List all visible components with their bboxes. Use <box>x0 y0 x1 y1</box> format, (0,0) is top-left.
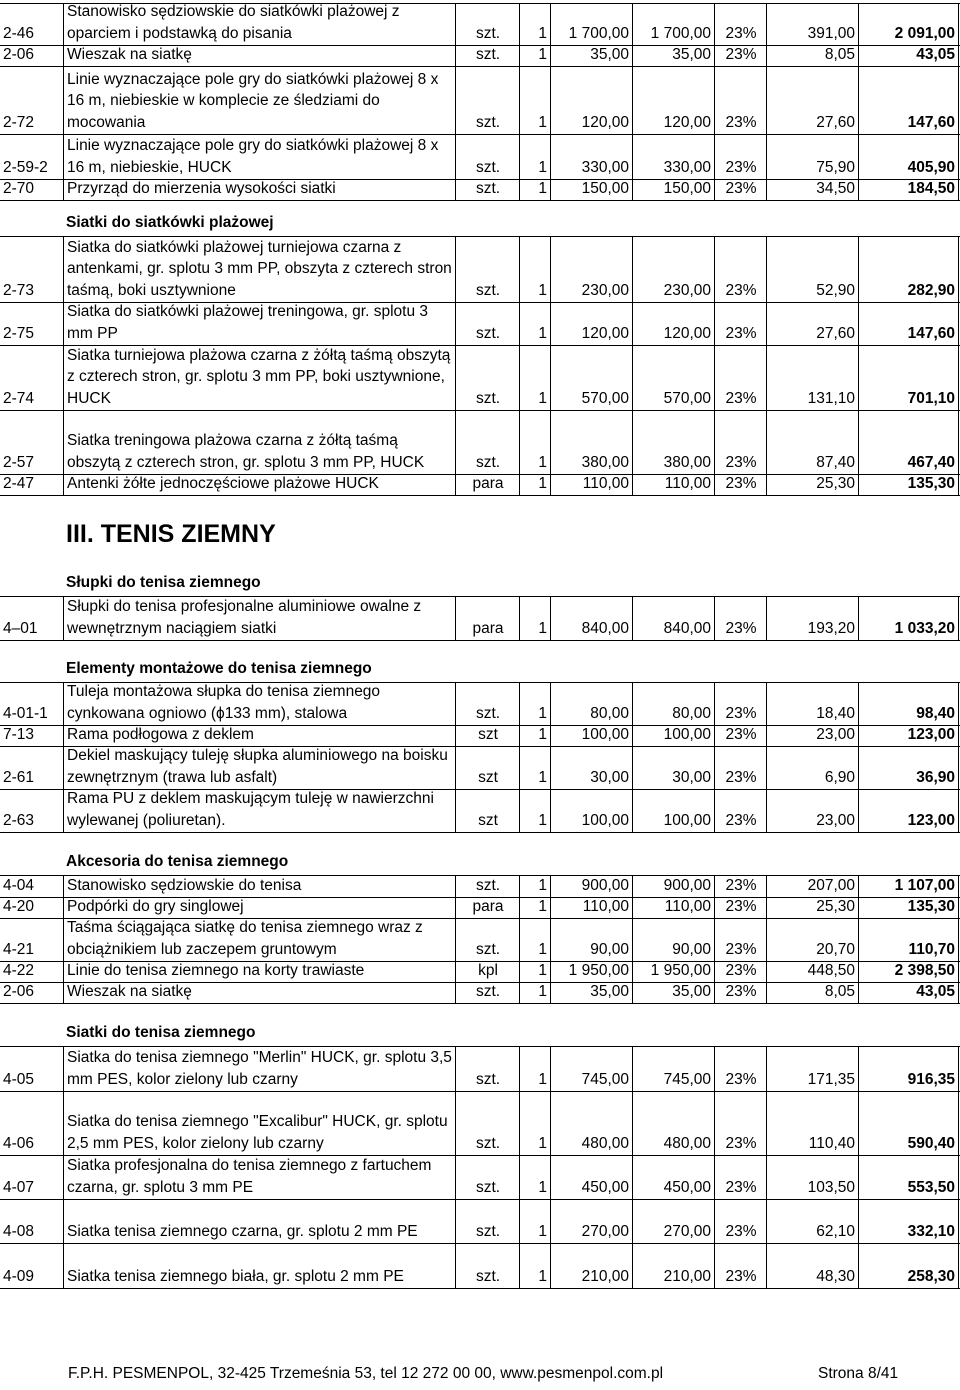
cell-vat-value: 8,05 <box>766 46 858 66</box>
cell-desc: Siatka do siatkówki plażowej treningowa, gr. splotu 3 mm PP <box>63 303 455 345</box>
cell-qty: 1 <box>519 898 550 918</box>
cell-gross: 80,00 <box>632 683 714 725</box>
cell-net: 1 700,00 <box>550 4 632 45</box>
cell-net: 120,00 <box>550 303 632 345</box>
cell-gross: 110,00 <box>632 475 714 495</box>
table-row <box>0 897 960 919</box>
cell-unit: szt. <box>455 1200 520 1243</box>
cell-vat-value: 391,00 <box>766 4 858 45</box>
cell-unit: szt. <box>455 303 520 345</box>
cell-vat: 23% <box>714 790 767 832</box>
cell-vat: 23% <box>714 237 767 302</box>
cell-unit: para <box>455 898 520 918</box>
cell-gross: 1 700,00 <box>632 4 714 45</box>
cell-vat-value: 23,00 <box>766 726 858 746</box>
cell-vat-value: 75,90 <box>766 135 858 179</box>
cell-net: 35,00 <box>550 46 632 66</box>
cell-gross: 330,00 <box>632 135 714 179</box>
group-title: Elementy montażowe do tenisa ziemnego <box>66 660 372 677</box>
cell-unit: szt. <box>455 67 520 134</box>
cell-vat-value: 27,60 <box>766 303 858 345</box>
table-row <box>0 474 960 496</box>
cell-net: 1 950,00 <box>550 962 632 982</box>
cell-total: 135,30 <box>858 898 959 918</box>
cell-net: 100,00 <box>550 790 632 832</box>
cell-code: 2-63 <box>3 812 35 829</box>
cell-vat-value: 87,40 <box>766 411 858 474</box>
cell-vat-value: 8,05 <box>766 983 858 1003</box>
cell-qty: 1 <box>519 180 550 200</box>
group-title: Akcesoria do tenisa ziemnego <box>66 853 289 870</box>
cell-vat-value: 20,70 <box>766 919 858 961</box>
cell-qty: 1 <box>519 303 550 345</box>
table-row <box>0 66 960 135</box>
cell-vat: 23% <box>714 67 767 134</box>
table-row <box>0 236 960 303</box>
cell-gross: 450,00 <box>632 1156 714 1199</box>
cell-unit: szt. <box>455 346 520 410</box>
table-row <box>0 302 960 346</box>
cell-vat-value: 193,20 <box>766 597 858 640</box>
cell-vat-value: 48,30 <box>766 1244 858 1288</box>
cell-net: 110,00 <box>550 475 632 495</box>
cell-unit: szt. <box>455 919 520 961</box>
cell-desc: Linie wyznaczające pole gry do siatkówki plażowej 8 x 16 m, niebieskie, HUCK <box>63 135 455 179</box>
cell-vat-value: 23,00 <box>766 790 858 832</box>
cell-total: 467,40 <box>858 411 959 474</box>
cell-net: 230,00 <box>550 237 632 302</box>
cell-vat: 23% <box>714 962 767 982</box>
cell-desc: Linie wyznaczające pole gry do siatkówki plażowej 8 x 16 m, niebieskie w komplecie ze śledziami do mocowania <box>63 67 455 134</box>
cell-qty: 1 <box>519 747 550 789</box>
cell-code: 2-61 <box>3 769 35 786</box>
cell-vat-value: 25,30 <box>766 475 858 495</box>
cell-desc: Słupki do tenisa profesjonalne aluminiowe owalne z wewnętrznym naciągiem siatki <box>63 597 455 640</box>
cell-code: 4-06 <box>3 1135 35 1152</box>
cell-net: 110,00 <box>550 898 632 918</box>
cell-desc: Siatka do tenisa ziemnego "Excalibur" HUCK, gr. splotu 2,5 mm PES, kolor zielony lub czarny <box>63 1092 455 1155</box>
cell-vat-value: 18,40 <box>766 683 858 725</box>
cell-vat: 23% <box>714 411 767 474</box>
cell-total: 98,40 <box>858 683 959 725</box>
cell-vat: 23% <box>714 180 767 200</box>
cell-vat-value: 110,40 <box>766 1092 858 1155</box>
cell-code: 2-06 <box>3 46 35 63</box>
cell-unit: szt. <box>455 180 520 200</box>
cell-net: 380,00 <box>550 411 632 474</box>
cell-vat: 23% <box>714 1047 767 1091</box>
cell-net: 100,00 <box>550 726 632 746</box>
cell-vat: 23% <box>714 683 767 725</box>
cell-total: 1 033,20 <box>858 597 959 640</box>
cell-net: 210,00 <box>550 1244 632 1288</box>
cell-total: 1 107,00 <box>858 876 959 897</box>
cell-desc: Rama PU z deklem maskującym tuleję w nawierzchni wylewanej (poliuretan). <box>63 790 455 832</box>
cell-desc: Wieszak na siatkę <box>63 46 455 66</box>
cell-vat: 23% <box>714 4 767 45</box>
cell-desc: Stanowisko sędziowskie do siatkówki plażowej z oparciem i podstawką do pisania <box>63 4 455 45</box>
cell-gross: 570,00 <box>632 346 714 410</box>
cell-desc: Linie do tenisa ziemnego na korty trawiaste <box>63 962 455 982</box>
cell-net: 570,00 <box>550 346 632 410</box>
cell-gross: 120,00 <box>632 67 714 134</box>
cell-gross: 900,00 <box>632 876 714 897</box>
cell-total: 405,90 <box>858 135 959 179</box>
cell-net: 35,00 <box>550 983 632 1003</box>
footer-page-number: Strona 8/41 <box>818 1365 899 1382</box>
cell-qty: 1 <box>519 1047 550 1091</box>
cell-unit: szt. <box>455 1244 520 1288</box>
cell-qty: 1 <box>519 475 550 495</box>
cell-qty: 1 <box>519 983 550 1003</box>
cell-code: 4-08 <box>3 1223 35 1240</box>
cell-gross: 150,00 <box>632 180 714 200</box>
table-row <box>0 682 960 726</box>
cell-desc: Taśma ściągająca siatkę do tenisa ziemnego wraz z obciążnikiem lub zaczepem gruntowym <box>63 919 455 961</box>
cell-code: 4-21 <box>3 941 35 958</box>
cell-desc: Siatka profesjonalna do tenisa ziemnego z fartuchem czarna, gr. splotu 3 mm PE <box>63 1156 455 1199</box>
cell-code: 4-05 <box>3 1071 35 1088</box>
cell-net: 900,00 <box>550 876 632 897</box>
cell-desc: Rama podłogowa z deklem <box>63 726 455 746</box>
cell-qty: 1 <box>519 876 550 897</box>
cell-unit: szt <box>455 790 520 832</box>
cell-vat: 23% <box>714 1200 767 1243</box>
cell-total: 43,05 <box>858 46 959 66</box>
cell-net: 330,00 <box>550 135 632 179</box>
cell-net: 150,00 <box>550 180 632 200</box>
table-row <box>0 918 960 962</box>
cell-qty: 1 <box>519 726 550 746</box>
cell-gross: 1 950,00 <box>632 962 714 982</box>
table-row <box>0 179 960 201</box>
cell-desc: Stanowisko sędziowskie do tenisa <box>63 876 455 897</box>
cell-code: 4-22 <box>3 962 35 979</box>
cell-desc: Dekiel maskujący tuleję słupka aluminiowego na boisku zewnętrznym (trawa lub asfalt) <box>63 747 455 789</box>
cell-total: 553,50 <box>858 1156 959 1199</box>
cell-total: 147,60 <box>858 303 959 345</box>
cell-total: 184,50 <box>858 180 959 200</box>
cell-unit: szt. <box>455 876 520 897</box>
table-row <box>0 3 960 46</box>
cell-vat: 23% <box>714 46 767 66</box>
cell-total: 123,00 <box>858 726 959 746</box>
cell-vat: 23% <box>714 597 767 640</box>
group-title: Słupki do tenisa ziemnego <box>66 574 261 591</box>
cell-qty: 1 <box>519 683 550 725</box>
cell-total: 43,05 <box>858 983 959 1003</box>
cell-code: 2-46 <box>3 25 35 42</box>
cell-gross: 120,00 <box>632 303 714 345</box>
cell-code: 4–01 <box>3 620 38 637</box>
cell-total: 282,90 <box>858 237 959 302</box>
table-row <box>0 1199 960 1244</box>
table-row <box>0 410 960 475</box>
cell-qty: 1 <box>519 1092 550 1155</box>
cell-code: 2-47 <box>3 475 35 492</box>
cell-code: 2-72 <box>3 114 35 131</box>
table-row <box>0 789 960 833</box>
cell-code: 4-04 <box>3 877 35 894</box>
cell-unit: szt. <box>455 46 520 66</box>
cell-vat-value: 6,90 <box>766 747 858 789</box>
cell-code: 2-59-2 <box>3 159 48 176</box>
cell-qty: 1 <box>519 1156 550 1199</box>
cell-desc: Siatka do siatkówki plażowej turniejowa czarna z antenkami, gr. splotu 3 mm PP, obszyta z czterech stron taśmą, boki usztywnione <box>63 237 455 302</box>
cell-gross: 230,00 <box>632 237 714 302</box>
cell-unit: kpl <box>455 962 520 982</box>
cell-qty: 1 <box>519 346 550 410</box>
cell-gross: 35,00 <box>632 983 714 1003</box>
cell-qty: 1 <box>519 67 550 134</box>
cell-vat-value: 207,00 <box>766 876 858 897</box>
cell-qty: 1 <box>519 1200 550 1243</box>
cell-unit: szt. <box>455 135 520 179</box>
cell-qty: 1 <box>519 237 550 302</box>
cell-gross: 30,00 <box>632 747 714 789</box>
cell-vat-value: 25,30 <box>766 898 858 918</box>
cell-qty: 1 <box>519 135 550 179</box>
cell-code: 2-70 <box>3 180 35 197</box>
cell-gross: 35,00 <box>632 46 714 66</box>
cell-vat-value: 62,10 <box>766 1200 858 1243</box>
cell-vat: 23% <box>714 135 767 179</box>
table-row <box>0 1091 960 1156</box>
cell-vat-value: 171,35 <box>766 1047 858 1091</box>
cell-unit: szt. <box>455 4 520 45</box>
cell-unit: szt. <box>455 683 520 725</box>
table-row <box>0 45 960 67</box>
table-row <box>0 134 960 180</box>
table-row <box>0 982 960 1004</box>
cell-unit: szt. <box>455 983 520 1003</box>
cell-qty: 1 <box>519 597 550 640</box>
cell-vat-value: 52,90 <box>766 237 858 302</box>
cell-vat-value: 131,10 <box>766 346 858 410</box>
cell-vat-value: 34,50 <box>766 180 858 200</box>
cell-code: 4-09 <box>3 1268 35 1285</box>
cell-unit: szt <box>455 747 520 789</box>
cell-gross: 110,00 <box>632 898 714 918</box>
cell-code: 2-75 <box>3 325 35 342</box>
cell-gross: 745,00 <box>632 1047 714 1091</box>
table-row <box>0 1155 960 1200</box>
cell-gross: 380,00 <box>632 411 714 474</box>
cell-total: 258,30 <box>858 1244 959 1288</box>
cell-desc: Wieszak na siatkę <box>63 983 455 1003</box>
cell-vat: 23% <box>714 983 767 1003</box>
cell-qty: 1 <box>519 790 550 832</box>
cell-net: 480,00 <box>550 1092 632 1155</box>
cell-total: 2 398,50 <box>858 962 959 982</box>
cell-unit: szt. <box>455 1092 520 1155</box>
cell-net: 120,00 <box>550 67 632 134</box>
table-row <box>0 725 960 747</box>
table-row <box>0 596 960 641</box>
cell-code: 2-74 <box>3 390 35 407</box>
cell-vat-value: 103,50 <box>766 1156 858 1199</box>
cell-vat: 23% <box>714 898 767 918</box>
cell-total: 701,10 <box>858 346 959 410</box>
cell-vat: 23% <box>714 346 767 410</box>
cell-total: 110,70 <box>858 919 959 961</box>
cell-qty: 1 <box>519 46 550 66</box>
cell-qty: 1 <box>519 962 550 982</box>
cell-desc: Siatka tenisa ziemnego czarna, gr. splotu 2 mm PE <box>63 1200 455 1243</box>
cell-gross: 840,00 <box>632 597 714 640</box>
cell-total: 916,35 <box>858 1047 959 1091</box>
cell-desc: Siatka treningowa plażowa czarna z żółtą taśmą obszytą z czterech stron, gr. splotu 3 mm PP, HUCK <box>63 411 455 474</box>
table-row <box>0 746 960 790</box>
cell-unit: szt. <box>455 411 520 474</box>
cell-net: 450,00 <box>550 1156 632 1199</box>
cell-code: 2-57 <box>3 454 35 471</box>
group-title: Siatki do tenisa ziemnego <box>66 1024 256 1041</box>
cell-desc: Przyrząd do mierzenia wysokości siatki <box>63 180 455 200</box>
cell-qty: 1 <box>519 1244 550 1288</box>
cell-vat: 23% <box>714 876 767 897</box>
cell-code: 4-20 <box>3 898 35 915</box>
cell-unit: szt. <box>455 237 520 302</box>
cell-desc: Antenki żółte jednoczęściowe plażowe HUCK <box>63 475 455 495</box>
table-row <box>0 1046 960 1092</box>
cell-qty: 1 <box>519 919 550 961</box>
cell-code: 4-01-1 <box>3 705 48 722</box>
cell-total: 135,30 <box>858 475 959 495</box>
cell-gross: 480,00 <box>632 1092 714 1155</box>
cell-vat: 23% <box>714 303 767 345</box>
cell-total: 590,40 <box>858 1092 959 1155</box>
cell-unit: para <box>455 597 520 640</box>
cell-vat-value: 448,50 <box>766 962 858 982</box>
cell-net: 90,00 <box>550 919 632 961</box>
cell-vat: 23% <box>714 726 767 746</box>
cell-code: 4-07 <box>3 1179 35 1196</box>
group-title: Siatki do siatkówki plażowej <box>66 214 274 231</box>
cell-code: 7-13 <box>3 726 35 743</box>
cell-vat: 23% <box>714 1092 767 1155</box>
cell-unit: szt. <box>455 1156 520 1199</box>
cell-desc: Tuleja montażowa słupka do tenisa ziemnego cynkowana ogniowo (ϕ133 mm), stalowa <box>63 683 455 725</box>
cell-total: 36,90 <box>858 747 959 789</box>
cell-vat: 23% <box>714 747 767 789</box>
cell-code: 2-06 <box>3 983 35 1000</box>
cell-vat: 23% <box>714 1244 767 1288</box>
cell-qty: 1 <box>519 4 550 45</box>
cell-total: 147,60 <box>858 67 959 134</box>
cell-net: 840,00 <box>550 597 632 640</box>
cell-gross: 270,00 <box>632 1200 714 1243</box>
cell-unit: szt. <box>455 1047 520 1091</box>
section-heading: III. TENIS ZIEMNY <box>66 520 276 548</box>
cell-gross: 90,00 <box>632 919 714 961</box>
cell-gross: 100,00 <box>632 726 714 746</box>
cell-code: 2-73 <box>3 282 35 299</box>
cell-net: 745,00 <box>550 1047 632 1091</box>
cell-total: 332,10 <box>858 1200 959 1243</box>
cell-qty: 1 <box>519 411 550 474</box>
cell-gross: 210,00 <box>632 1244 714 1288</box>
footer-company: F.P.H. PESMENPOL, 32-425 Trzemeśnia 53, tel 12 272 00 00, www.pesmenpol.com.pl <box>68 1365 664 1382</box>
cell-vat: 23% <box>714 475 767 495</box>
cell-total: 123,00 <box>858 790 959 832</box>
cell-net: 30,00 <box>550 747 632 789</box>
cell-unit: szt <box>455 726 520 746</box>
table-row <box>0 345 960 411</box>
cell-desc: Podpórki do gry singlowej <box>63 898 455 918</box>
cell-vat: 23% <box>714 919 767 961</box>
cell-gross: 100,00 <box>632 790 714 832</box>
cell-net: 80,00 <box>550 683 632 725</box>
table-row <box>0 1243 960 1289</box>
cell-desc: Siatka do tenisa ziemnego "Merlin" HUCK, gr. splotu 3,5 mm PES, kolor zielony lub czarny <box>63 1047 455 1091</box>
cell-vat: 23% <box>714 1156 767 1199</box>
cell-total: 2 091,00 <box>858 4 959 45</box>
cell-net: 270,00 <box>550 1200 632 1243</box>
cell-vat-value: 27,60 <box>766 67 858 134</box>
cell-desc: Siatka tenisa ziemnego biała, gr. splotu 2 mm PE <box>63 1244 455 1288</box>
cell-desc: Siatka turniejowa plażowa czarna z żółtą taśmą obszytą z czterech stron, gr. splotu 3 mm PP, boki usztywnione, HUCK <box>63 346 455 410</box>
cell-unit: para <box>455 475 520 495</box>
